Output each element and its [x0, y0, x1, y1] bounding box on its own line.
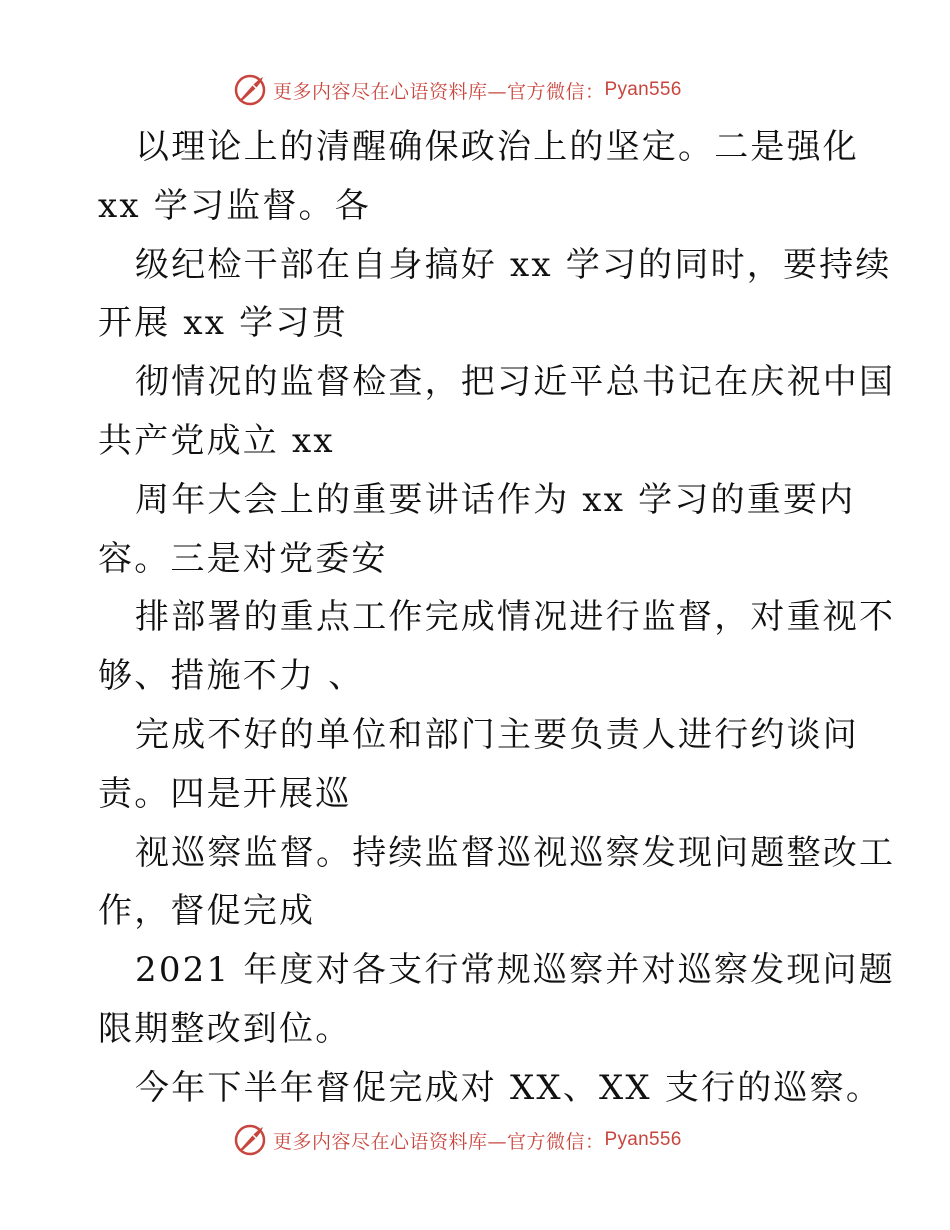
watermark-text: 更多内容尽在心语资料库—官方微信：: [273, 1130, 605, 1153]
text-line: 视巡察监督。持续监督巡视巡察发现问题整改工: [135, 832, 896, 873]
text-line: 级纪检干部在自身搞好 xx 学习的同时，要持续: [135, 244, 892, 285]
text-line: 今年下半年督促完成对 XX、XX 支行的巡察。: [135, 1067, 883, 1108]
text-line: 责。四是开展巡: [98, 773, 352, 814]
text-line: 够、措施不力 、: [98, 656, 365, 697]
text-line: 限期整改到位。: [98, 1008, 352, 1049]
watermark-text: 更多内容尽在心语资料库—官方微信：: [273, 80, 605, 103]
watermark-id: Pyan556: [604, 79, 682, 100]
text-line: 作，督促完成: [98, 891, 316, 932]
document-body: [98, 118, 896, 1118]
watermark-id: Pyan556: [604, 1129, 682, 1150]
text-line: 完成不好的单位和部门主要负责人进行约谈问: [135, 714, 859, 755]
text-line: 彻情况的监督检查，把习近平总书记在庆祝中国: [135, 362, 896, 403]
text-line: 2021 年度对各支行常规巡察并对巡察发现问题: [135, 950, 895, 991]
text-line: xx 学习监督。各: [98, 185, 371, 226]
text-line: 开展 xx 学习贯: [98, 303, 348, 344]
footer-watermark: [233, 1122, 682, 1158]
quill-logo-icon: [233, 73, 267, 107]
text-line: 共产党成立 xx: [98, 420, 335, 461]
text-line: 以理论上的清醒确保政治上的坚定。二是强化: [135, 127, 859, 167]
text-line: 容。三是对党委安: [98, 538, 388, 579]
quill-logo-icon: [233, 1123, 267, 1157]
text-line: 排部署的重点工作完成情况进行监督，对重视不: [135, 597, 896, 638]
header-watermark: [233, 72, 682, 108]
text-line: 周年大会上的重要讲话作为 xx 学习的重要内: [135, 479, 856, 520]
